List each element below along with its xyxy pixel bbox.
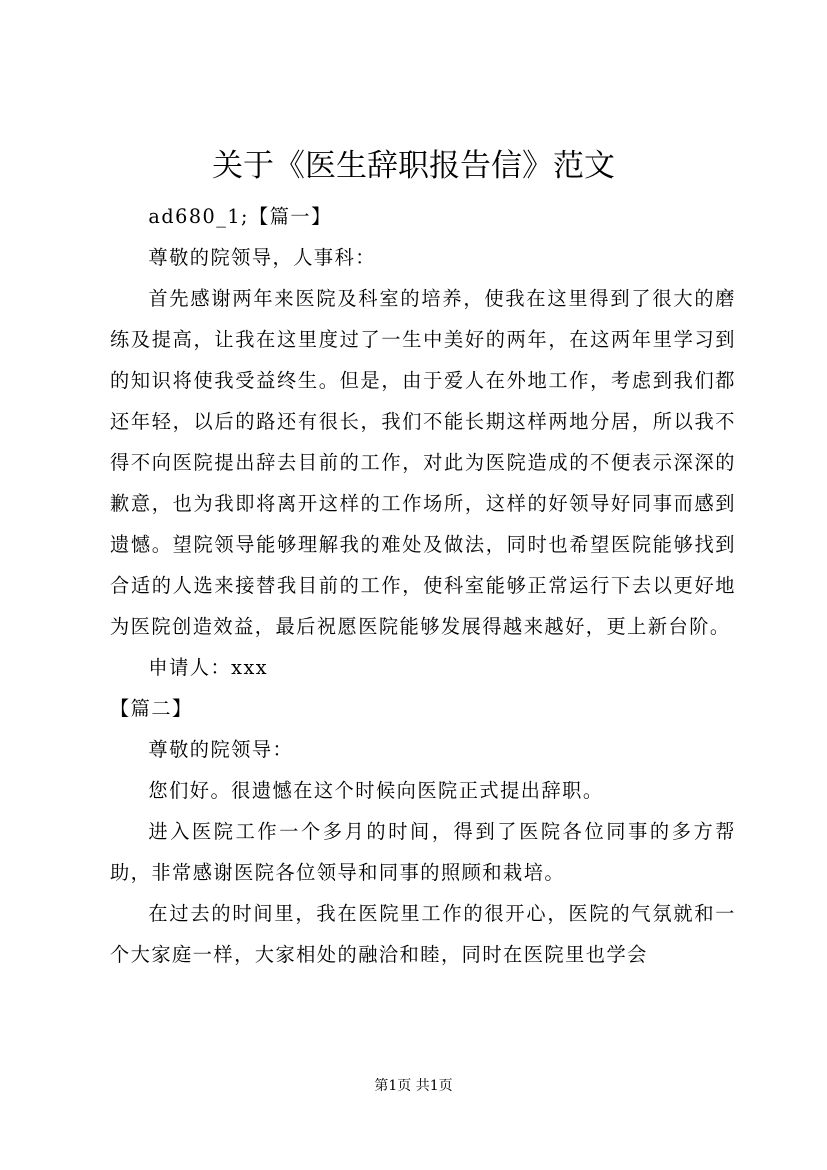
paragraph-applicant: 申请人：xxx <box>148 656 269 679</box>
document-title: 关于《医生辞职报告信》范文 <box>212 148 615 184</box>
paragraph-body-2a: 进入医院工作一个多月的时间，得到了医院各位同事的多方帮助，非常感谢医院各位领导和同事的照顾和栽培。 <box>110 820 736 884</box>
paragraph-greeting-2: 您们好。很遗憾在这个时候向医院正式提出辞职。 <box>148 779 604 802</box>
page-footer: 第1页 共1页 <box>374 1078 453 1094</box>
paragraph-salutation-1: 尊敬的院领导，人事科： <box>148 246 376 269</box>
paragraph-1: ad680_1;【篇一】 <box>148 205 332 228</box>
document-body <box>110 196 736 975</box>
paragraph-salutation-2: 尊敬的院领导： <box>148 738 294 761</box>
paragraph-body-1: 首先感谢两年来医院及科室的培养，使我在这里得到了很大的磨练及提高，让我在这里度过了一生中美好的两年，在这两年里学习到的知识将使我受益终生。但是，由于爱人在外地工作，考虑到我们都还年轻，以后的路还有很长，我们不能长期这样两地分居，所以我不得不向医院提出辞去目前的工作，对此为医院造成的不便表示深深的歉意，也为我即将离开这样的工作场所，这样的好领导好同事而感到遗憾。望院领导能够理解我的难处及做法，同时也希望医院能够找到合适的人选来接替我目前的工作，使科室能够正常运行下去以更好地为医院创造效益，最后祝愿医院能够发展得越来越好，更上新台阶。 <box>110 287 736 638</box>
paragraph-body-2b: 在过去的时间里，我在医院里工作的很开心，医院的气氛就和一个大家庭一样，大家相处的融洽和睦，同时在医院里也学会 <box>110 902 736 966</box>
paragraph-section-2: 【篇二】 <box>110 697 193 720</box>
